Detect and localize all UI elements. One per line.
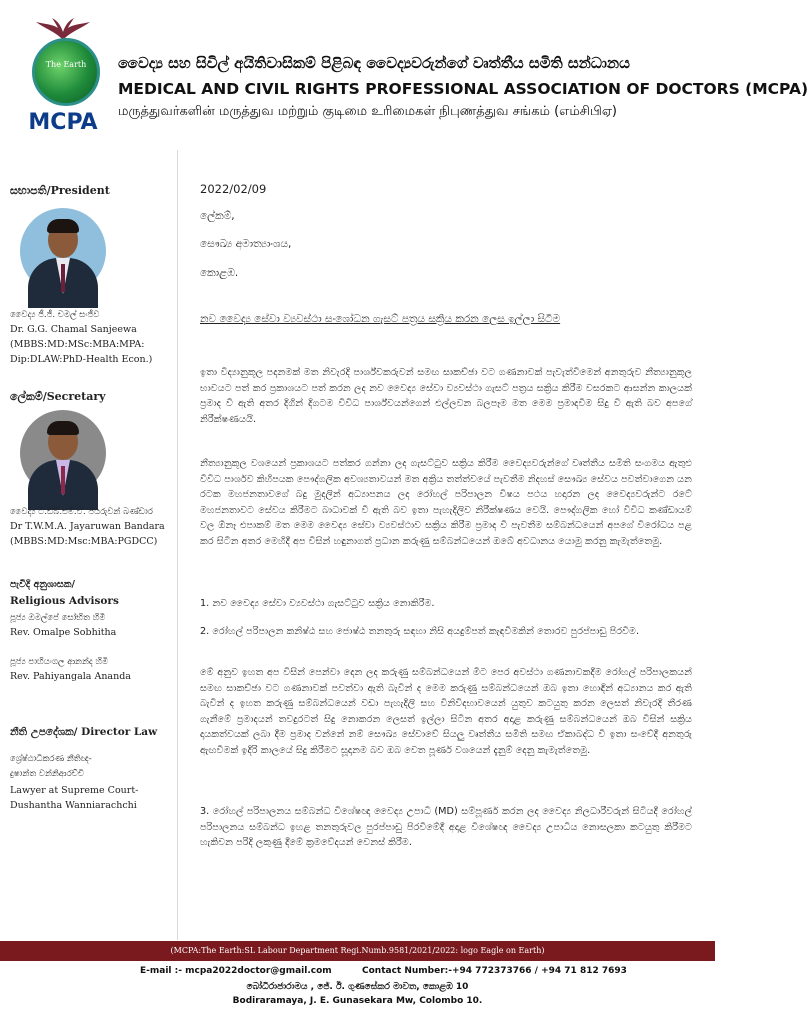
letter-date: 2022/02/09 <box>200 182 267 196</box>
president-name-sinhala: වෛද්‍ය ජී.ජී. චමල් සංජීව <box>10 310 100 320</box>
advisor-1-sinhala: පූජ්‍ය ඔමල්පේ සෝභිත හිමි <box>10 613 106 623</box>
secretary-photo <box>20 410 106 496</box>
recipient-line-1: ලේකම්, <box>200 210 235 222</box>
president-qualifications-2: Dip:DLAW:PhD-Health Econ.) <box>10 354 153 365</box>
president-photo <box>20 208 106 294</box>
logo-earth-text: The Earth <box>45 60 87 69</box>
president-qualifications-1: (MBBS:MD:MSc:MBA:MPA: <box>10 339 145 350</box>
secretary-name: Dr T.W.M.A. Jayaruwan Bandara <box>10 521 165 532</box>
letter-body <box>200 150 700 940</box>
contact-email: E-mail :- mcpa2022doctor@gmail.com <box>140 966 332 976</box>
president-role: සභාපති/President <box>10 184 110 197</box>
contact-row <box>0 966 715 980</box>
mcpa-logo <box>18 18 108 143</box>
advisor-1-name: Rev. Omalpe Sobhitha <box>10 627 117 638</box>
point-2: 2. රෝහල් පරිපාලන කනිෂ්ඨ සහ ජොෂ්ඨ තනතුරු සඳහා නිසි අයදුම්පත් කැඳවීමකින් තොරව පුරප්පාඩු පිරවීම. <box>200 626 640 637</box>
contact-phone: Contact Number:-+94 772373766 / +94 71 812 7693 <box>362 966 627 976</box>
law-advisor-sinhala-2: දුෂාන්ත වන්නිආරච්චි <box>10 769 84 779</box>
org-title-sinhala: වෛද්‍ය සහ සිවිල් අයිතිවාසිකම් පිළිබඳ වෛද්‍යවරුන්ගේ වෘත්තීය සමිති සන්ධානය <box>118 54 630 72</box>
letter-subject: නව වෛද්‍ය සේවා ව්‍යවස්ථා සංශෝධන ගැසට් පත්‍රය සක්‍රිය කරන ලෙස ඉල්ලා සිටීම <box>200 313 561 325</box>
secretary-qualifications: (MBBS:MD:Msc:MBA:PGDCC) <box>10 536 158 547</box>
law-role: නීති උපදේශක/ Director Law <box>10 726 158 738</box>
president-name: Dr. G.G. Chamal Sanjeewa <box>10 324 137 335</box>
recipient-line-3: කොළඹ. <box>200 267 239 279</box>
org-title-english: MEDICAL AND CIVIL RIGHTS PROFESSIONAL ASSOCIATION OF DOCTORS (MCPA) <box>118 80 808 98</box>
letterhead <box>0 0 808 150</box>
earth-icon <box>32 38 100 106</box>
paragraph-1: ඉතා විද්‍යානුකූල පදනමක් මත නිවැරදි පාර්ශ්වකරුවන් සමඟ සාකච්ඡා වට ගණනාවක් පැවැත්වීමෙන් අනතුරුව නීත්‍යානුකූල භාවයට පත් කර ප්‍රකාශයට පත් කරන ලද නව වෛද්‍ය සේවා ව්‍යවස්ථා ගැසට් පත්‍රය සක්‍රිය කිරීම වසරකට ආසන්න කාලයක් ප්‍රමාද වී ඇති අතර දිගින් දිගටම විවිධ පාර්ශ්වයන්ගෙන් එල්ලවන බලපෑම මත මෙම ප්‍රමාදවීම සිදු වී ඇති බව අපගේ නිරීක්ෂණයයි. <box>200 367 692 425</box>
point-1: 1. නව වෛද්‍ය සේවා ව්‍යවස්ථා ගැසට්ටුව සක්‍රිය නොකිරීම. <box>200 598 435 609</box>
secretary-name-sinhala: වෛද්‍ය ටී.ඩබ්.එම්.ඒ. ජයරුවන් බණ්ඩාර <box>10 507 153 517</box>
religious-role-sinhala: පැවිදි අනුශාසක/ <box>10 579 75 590</box>
law-advisor-title: Lawyer at Supreme Court- <box>10 785 139 796</box>
secretary-role: ලේකම්/Secretary <box>10 390 106 403</box>
paragraph-3: මේ අනුව ඉහත අප විසින් පෙන්වා දෙන ලද කරුණු සම්බන්ධයෙන් මීට පෙර අවස්ථා ගණනාවකදීම රෝහල් පරිපාලකයන් සමඟ සාකච්ඡා වට ගණනාවක් පවත්වා ඇති බැවින් ද මෙම කරුණු සම්බන්ධයෙන් ඔබ ඉතා හොඳින් අධ්‍යානය කර ඇති බැවින් ද ඉහත කරුණු සම්බන්ධයෙන් වඩා පැහැදිලි සහ විනිවිදභාවයෙන් යුතුව කටයුතු කරන ලෙසත් නිවැරදි තීරණ ගැනීමේ ප්‍රමාදයන් තවදුරටත් සිදු නොකරන ලෙසත් ඉල්ලා සිටින අතර අදාළ කරුණු සම්බන්ධයෙන් ඔබ විසින් සක්‍රිය දායකත්වයක් ලබා දීම ප්‍රමාද වන්නේ නම් සෞඛ්‍ය සේවාවේ සියලු වෘත්තීය සමිති සමඟ ඒකාබද්ධ වී ඉතා සංවේදී අනතුරු ඇඟවීමක් ඉදිරි කාලයේ සිදු කිරීමට සූදානම බව ඔබ වෙත පූර්ණ වශයෙන් දැනුම් දෙනු කැමැත්තෙමු. <box>200 667 692 756</box>
address-sinhala: බෝධිරාජාරාමය , ජේ. ඊ. ගුණසේකර මාවත, කොළඹ 10 <box>246 982 469 992</box>
advisor-2-sinhala: පූජ්‍ය පාහියංගල ආනන්ද හිමි <box>10 657 109 667</box>
registration-bar: (MCPA:The Earth:SL Labour Department Regi.Numb.9581/2021/2022: logo Eagle on Earth) <box>0 941 715 961</box>
law-advisor-name: Dushantha Wanniarachchi <box>10 800 137 811</box>
recipient-line-2: සෞඛ්‍ය අමාත්‍යාංශය, <box>200 238 292 250</box>
advisor-2-name: Rev. Pahiyangala Ananda <box>10 671 131 682</box>
paragraph-2: නීත්‍යානුකූල වශයෙන් ප්‍රකාශයට පත්කර ගන්නා ලද ගැසට්ටුව සක්‍රිය කිරීම වෛද්‍යවරුන්ගේ වෘත්තීය සමිති සංගමය ඇතුළු විවිධ පාර්ශව කිහිපයක පෞද්ගලික අවශ්‍යතාවයන් මත අක්‍රිය තත්ත්වයේ පැවතීම නිදහස් සෞඛ්‍ය සේවය පවත්වාගෙන යන රටක මහජනතාවගේ බදු මුදලින් අධ්‍යාපනය ලද රෝහල් පරිපාලන විෂය පථය හදාරන ලද වෛද්‍යවරුන්ට රටේ මහජනතාවට සේවය කිරීමට බාධාවක් වී ඇති බව ඉතා පැහැදිලිව නිරීක්ෂණය වෙයි. පෞද්ගලික හෝ විවිධ කණ්ඩායම් වල ඕනෑ එපාකම් මත මෙම වෛද්‍ය සේවා ව්‍යවස්ථාව සක්‍රිය කිරීම ප්‍රමාද වී පැවතීම සම්බන්ධයෙන් අපගේ විරෝධය පළ කර සිටින අතර මෙහිදී අප විසින් හඳුනාගත් ප්‍රධාන කරුණු සම්බන්ධයෙන් ඔබේ අවධානය යොමු කරනු කැමැත්තෙමු. <box>200 458 692 547</box>
logo-acronym: MCPA <box>28 110 98 135</box>
religious-role: Religious Advisors <box>10 595 119 607</box>
officials-sidebar <box>0 150 178 940</box>
address-english: Bodiraramaya, J. E. Gunasekara Mw, Colombo 10. <box>232 996 483 1006</box>
law-advisor-sinhala-1: ශ්‍රේෂ්ඨාධිකරණ නීතිඥ- <box>10 754 92 764</box>
org-title-tamil: மருத்துவர்களின் மருத்துவ மற்றும் குடிமை உரிமைகள் நிபுணத்துவ சங்கம் (எம்சிபிஏ) <box>118 104 618 119</box>
point-3: 3. රෝහල් පරිපාලනය සම්බන්ධ විශේෂඥ වෛද්‍ය උපාධි (MD) සම්පූර්ණ කරන ලද වෛද්‍ය නිලධාරීවරුන් සිටියදී රෝහල් පරිපාලනය සම්බන්ධ ඉහළ තනතුරුවල පුරප්පාඩු පිරවීමේදී අදාළ විශේෂඥ වෛද්‍ය උපාධිය නොසලකා කටයුතු කිරීමට හැකිවන පරිදි ලකුණු දීමේ ක්‍රමවේදයන් වෙනස් කිරීම. <box>200 806 692 849</box>
